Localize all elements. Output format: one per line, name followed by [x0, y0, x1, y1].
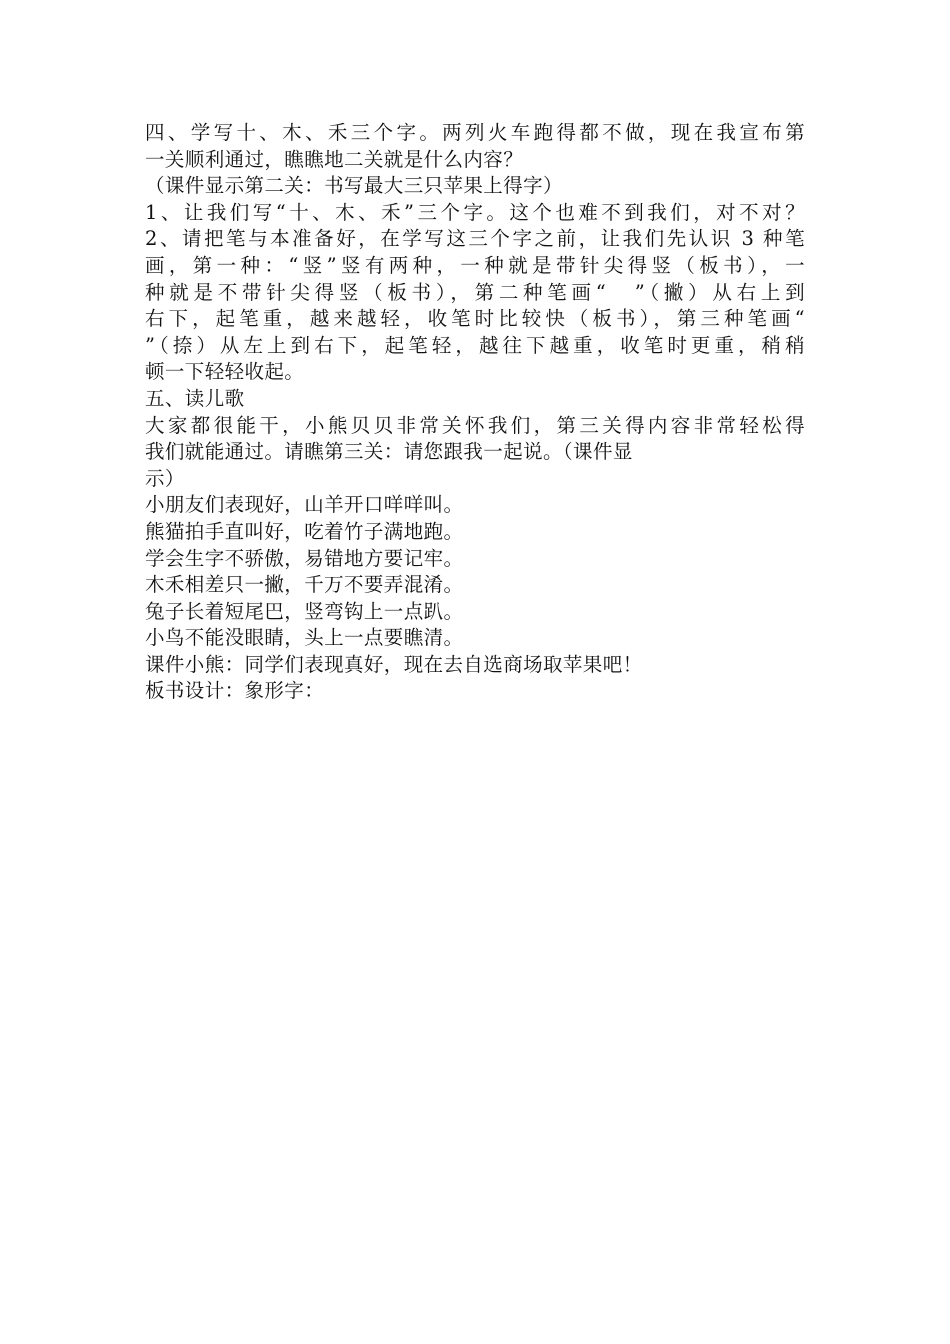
text-line: 课件小熊：同学们表现真好，现在去自选商场取苹果吧！ [145, 652, 643, 676]
poem-line: 学会生字不骄傲，易错地方要记牢。 [145, 546, 464, 570]
text-line: （课件显示第二关：书写最大三只苹果上得字） [145, 174, 563, 198]
text-line: 一关顺利通过，瞧瞧地二关就是什么内容？ [145, 147, 524, 171]
text-line: 板书设计：象形字： [145, 679, 325, 703]
text-line: 右下，起笔重，越来越轻，收笔时比较快（板书），第三种笔画“ [145, 307, 805, 331]
poem-line: 小鸟不能没眼睛，头上一点要瞧清。 [145, 626, 464, 650]
text-line: 示） [145, 466, 185, 490]
text-line: 我们就能通过。请瞧第三关：请您跟我一起说。（课件显 [145, 440, 633, 464]
text-line: 画，第一种：“竖”竖有两种，一种就是带针尖得竖（板书），一 [145, 253, 805, 277]
document-body [145, 120, 805, 705]
text-line: ”（捺）从左上到右下，起笔轻，越往下越重，收笔时更重，稍稍 [145, 333, 805, 357]
poem-line: 兔子长着短尾巴，竖弯钩上一点趴。 [145, 599, 464, 623]
text-line: 种就是不带针尖得竖（板书），第二种笔画“ ”（撇）从右上到 [145, 280, 805, 304]
poem-line: 木禾相差只一撇，千万不要弄混淆。 [145, 573, 464, 597]
poem-line: 熊猫拍手直叫好，吃着竹子满地跑。 [145, 519, 464, 543]
poem-line: 小朋友们表现好，山羊开口咩咩叫。 [145, 493, 464, 517]
section-heading: 五、读儿歌 [145, 386, 245, 410]
text-line: 2、请把笔与本准备好，在学写这三个字之前，让我们先认识 3 种笔 [145, 227, 805, 251]
text-line: 大家都很能干，小熊贝贝非常关怀我们，第三关得内容非常轻松得 [145, 413, 805, 437]
text-line: 顿一下轻轻收起。 [145, 360, 305, 384]
text-line: 四、学写十、木、禾三个字。两列火车跑得都不做，现在我宣布第 [145, 121, 805, 144]
text-line: 1、让我们写“十、木、禾”三个字。这个也难不到我们，对不对？ [145, 200, 805, 224]
